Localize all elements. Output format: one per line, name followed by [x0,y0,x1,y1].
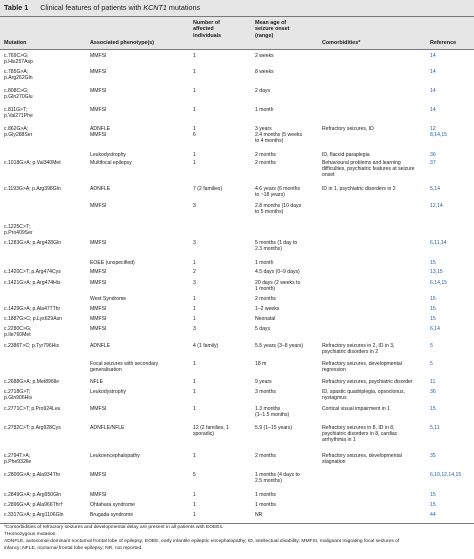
cell-reference[interactable]: 14 [430,69,436,75]
cell-affected: 3 [193,326,196,332]
cell-mutation: c.2688G>A; p.Met896Ile [4,379,60,385]
cell-age-onset: 3 years 2.4 months (5 weeks to 4 months) [255,126,302,144]
cell-reference[interactable]: 14 [430,88,436,94]
cell-phenotype: MMFSI [90,406,107,412]
cell-affected: 1 [193,453,196,459]
header-mutation: Mutation [4,40,27,46]
cell-affected: 3 [193,280,196,286]
cell-phenotype: EOEE (unspecified) [90,260,135,266]
cell-affected: 1 [193,406,196,412]
cell-age-onset: 2 weeks [255,53,274,59]
table-bottom-rule [0,523,474,524]
table-header-band [0,16,474,49]
cell-affected: 2 [193,269,196,275]
cell-reference[interactable]: 44 [430,512,436,518]
cell-mutation: c.2771C>T; p.Pro924Leu [4,406,61,412]
cell-mutation: c.811G>T; p.Val271Phe [4,107,33,119]
cell-age-onset: 2 months [255,160,276,166]
cell-mutation: c.2782C>T; p.Arg928Cys [4,425,61,431]
cell-affected: 1 [193,502,196,508]
cell-phenotype: MMFSI [90,306,107,312]
cell-comorbidities: Refractory seizures, ID [322,126,374,132]
cell-phenotype: Leukodystrophy [90,389,126,395]
cell-comorbidities: Cortical visual impairment in 1 [322,406,390,412]
cell-mutation: c.3317G>A; p.Arg1106Gln [4,512,64,518]
cell-comorbidities: Behavioural problems and learning difficulties, psychiatric features at seizure onset [322,160,415,178]
cell-affected: 1 [193,306,196,312]
cell-reference[interactable]: 5 [430,361,433,367]
cell-phenotype: MMFSI [90,316,107,322]
table-label: Table 1 [4,3,29,12]
cell-phenotype: Ohtahara syndrome [90,502,136,508]
cell-age-onset: 9 years [255,379,272,385]
cell-affected: 1 [193,160,196,166]
header-bottom-rule [0,49,474,50]
cell-reference[interactable]: 5,14 [430,186,440,192]
cell-age-onset: 20 days (2 weeks to 1 month) [255,280,301,292]
cell-affected: 1 [193,492,196,498]
cell-affected: 7 (2 families) [193,186,223,192]
header-phenotype: Associated phenotype(s) [90,40,155,46]
header-age: Mean age of seizure onset (range) [255,20,290,39]
caption-gene: KCNT1 [143,3,167,12]
cell-comorbidities: ID, spastic quadriplegia, opsoclonus, nystagmus [322,389,405,401]
cell-reference[interactable]: 5,11 [430,425,440,431]
cell-phenotype: Leukoencephalopathy [90,453,140,459]
cell-phenotype: MMFSI [90,269,107,275]
cell-reference[interactable]: 15 [430,406,436,412]
cell-age-onset: 1 month [255,260,274,266]
cell-age-onset: 1 months (4 days to 2.5 months) [255,472,300,484]
cell-phenotype: MMFSI [90,203,107,209]
cell-reference[interactable]: 36 [430,389,436,395]
cell-affected: 1 [193,296,196,302]
cell-comorbidities: ID, flaccid paraplegia [322,152,370,158]
cell-mutation: c.862G>A; p.Gly288Ser [4,126,33,138]
cell-affected: 1 [193,316,196,322]
cell-age-onset: Neonatal [255,316,276,322]
cell-phenotype: MMFSI [90,53,107,59]
cell-reference[interactable]: 6,11,14 [430,240,447,246]
cell-reference[interactable]: 14 [430,107,436,113]
cell-affected: 1 [193,152,196,158]
cell-reference[interactable]: 15 [430,306,436,312]
cell-comorbidities: Refractory seizures, developmental stagnation [322,453,402,465]
cell-mutation: c.1420C>T; p.Arg474Cys [4,269,61,275]
cell-phenotype: MMFSI [90,107,107,113]
cell-reference[interactable]: 15 [430,502,436,508]
cell-mutation: c.2280C>G; p.Ile760Met [4,326,32,338]
cell-mutation: c.808C>G; p.Gln270Glu [4,88,33,100]
cell-age-onset: 18 m [255,361,267,367]
cell-age-onset: 2.8 months (10 days to 5 months) [255,203,302,215]
cell-phenotype: MMFSI [90,69,107,75]
cell-age-onset: 3 months [255,389,276,395]
cell-mutation: c.769C>G; p.His257Asp [4,53,33,65]
cell-mutation: c.2718G>T; p.Gln906His [4,389,33,401]
cell-age-onset: NR [255,512,263,518]
cell-age-onset: 5.5 years (3–8 years) [255,343,304,349]
cell-mutation: c.2794T>A; p.Phe932Ile [4,453,32,465]
cell-age-onset: 2 months [255,296,276,302]
cell-affected: 12 (2 families, 1 sporadic) [193,425,229,437]
cell-affected: 1 [193,88,196,94]
cell-affected: 4 (1 family) [193,343,219,349]
cell-reference[interactable]: 15 [430,492,436,498]
cell-age-onset: 1 month [255,107,274,113]
cell-reference[interactable]: 5 [430,343,433,349]
footnote-homozygous: †Homozygous mutation. [4,532,57,537]
cell-reference[interactable]: 6,14,15 [430,280,447,286]
cell-age-onset: 1 months [255,492,276,498]
cell-mutation: c.1225C>T; p.Pro409Ser [4,224,33,236]
cell-phenotype: ADNFLE MMFSI [90,126,111,138]
cell-comorbidities: Refractory seizures in 2, ID in 3, psychiatric disorders in 2 [322,343,395,355]
cell-mutation: c.1429G>A; p.Ala477Thr [4,306,61,312]
cell-mutation: c.1193G>A; p.Arg398Gln [4,186,61,192]
cell-mutation: c.2386T>C; p.Tyr796His [4,343,60,349]
cell-reference[interactable]: 12 8,14,15 [430,126,447,138]
cell-reference[interactable]: 13,15 [430,269,443,275]
cell-age-onset: 2 months [255,152,276,158]
cell-mutation: c.1018G>A; p.Val340Met [4,160,61,166]
caption-text: Clinical features of patients with [40,3,144,12]
cell-affected: 1 [193,107,196,113]
cell-mutation: c.785G>A; p.Arg262Gln [4,69,33,81]
cell-phenotype: MMFSI [90,472,107,478]
cell-affected: 3 [193,203,196,209]
cell-reference[interactable]: 36 [430,152,436,158]
cell-mutation: c.1283G>A; p.Arg428Gln [4,240,62,246]
cell-affected: 1 6 [193,126,196,138]
cell-phenotype: MMFSI [90,280,107,286]
cell-phenotype: MMFSI [90,326,107,332]
cell-phenotype: NFLE [90,379,104,385]
footnote-abbreviations: ADNFLE, autosomal-dominant nocturnal frontal lobe of epilepsy; EOEE, early infantile epileptic encephalopathy; ID, intellectual disability; MMFSI, malignant migrating focal seizures of [4,539,400,544]
cell-phenotype: Brugada syndrome [90,512,134,518]
cell-mutation: c.2800G>A; p.Ala934Thr [4,472,61,478]
caption-suffix: mutations [166,3,201,12]
cell-age-onset: 5 days [255,326,271,332]
cell-age-onset: 5 months (1 day to 2.3 months) [255,240,298,252]
cell-age-onset: 1 months [255,502,276,508]
cell-reference[interactable]: 15 [430,316,436,322]
cell-phenotype: ADNFLE/NFLE [90,425,125,431]
cell-comorbidities: Refractory seizures in 8, ID in 8, psychiatric disorders in 8, cardiac arrhythmia in 1 [322,425,398,443]
cell-affected: 1 [193,512,196,518]
cell-mutation: c.1421G>A; p.Arg474His [4,280,61,286]
cell-phenotype: West Syndrome [90,296,127,302]
cell-phenotype: ADNFLE [90,186,111,192]
cell-age-onset: 1.3 months (1–1.5 months) [255,406,290,418]
cell-age-onset: 2 days [255,88,271,94]
cell-phenotype: MMFSI [90,240,107,246]
cell-reference[interactable]: 14 [430,53,436,59]
cell-phenotype: ADNFLE [90,343,111,349]
cell-mutation: c.1887G>C; p.Lys629Asn [4,316,63,322]
cell-age-onset: 4.5 days (0–9 days) [255,269,300,275]
cell-reference[interactable]: 35 [430,453,436,459]
cell-age-onset: 2 months [255,453,276,459]
footnote-comorbidities: *Comorbidities of refractory seizures and developmental delay are present in all patients with EOEEs. [4,525,224,530]
cell-reference[interactable]: 12,14 [430,203,443,209]
table-caption [0,0,474,16]
cell-affected: 1 [193,69,196,75]
cell-reference[interactable]: 6,10,12,14,15 [430,472,462,478]
cell-phenotype: Multifocal epilepsy [90,160,132,166]
cell-comorbidities: Refractory seizures, psychiatric disorder [322,379,413,385]
cell-affected: 1 [193,379,196,385]
header-reference: Reference [430,40,457,46]
cell-age-onset: 1–2 weeks [255,306,280,312]
cell-affected: 1 [193,361,196,367]
cell-comorbidities: Refractory seizures, developmental regression [322,361,402,373]
cell-mutation: c.2896G>A; p.Ala966Thr† [4,502,64,508]
cell-affected: 1 [193,260,196,266]
cell-age-onset: 8 weeks [255,69,274,75]
cell-affected: 3 [193,240,196,246]
cell-reference[interactable]: 6,14 [430,326,440,332]
cell-reference[interactable]: 37 [430,160,436,166]
cell-affected: 5 [193,472,196,478]
footnote-abbreviations-cont: infancy; NFLE, nocturnal frontal lobe epilepsy; NR, not reported. [4,546,143,551]
cell-phenotype: Focal seizures with secondary generalisation [90,361,159,373]
header-comorbidities: Comorbidities* [322,40,361,46]
cell-phenotype: Leukodystrophy [90,152,126,158]
cell-reference[interactable]: 11 [430,379,436,385]
cell-reference[interactable]: 15 [430,296,436,302]
cell-age-onset: 4.6 years (6 months to ~18 years) [255,186,301,198]
header-top-rule [0,16,474,17]
cell-affected: 1 [193,53,196,59]
cell-comorbidities: ID in 1, psychiatric disorders in 2 [322,186,396,192]
cell-age-onset: 5.9 (1–15 years) [255,425,293,431]
header-number: Number of affected individuals [193,20,222,39]
cell-mutation: c.2849G>A; p.Arg950Gln [4,492,62,498]
cell-reference[interactable]: 15 [430,260,436,266]
cell-phenotype: MMFSI [90,492,107,498]
cell-phenotype: MMFSI [90,88,107,94]
cell-affected: 1 [193,389,196,395]
